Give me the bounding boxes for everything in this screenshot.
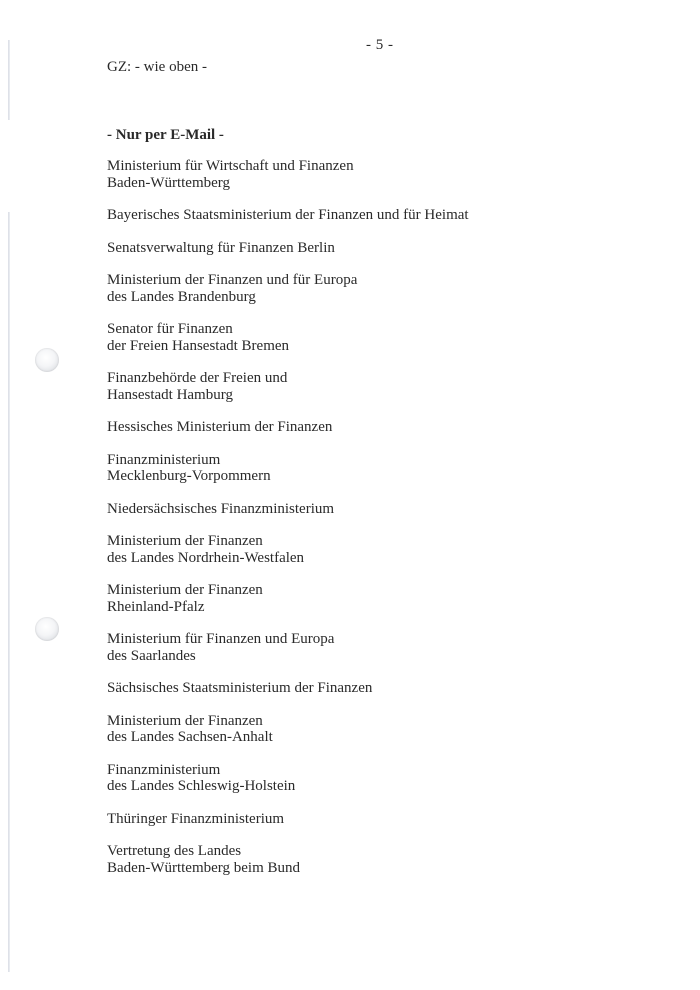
recipient-item: Finanzbehörde der Freien und Hansestadt Hamburg: [107, 370, 288, 403]
recipient-item: Hessisches Ministerium der Finanzen: [107, 419, 333, 435]
recipient-item: Thüringer Finanzministerium: [107, 810, 285, 827]
recipient-list: [107, 158, 469, 892]
recipient-item: Bayerisches Staatsministerium der Finanzen und für Heimat: [107, 207, 469, 223]
recipient-item: Vertretung des Landes Baden-Württemberg beim Bund: [107, 843, 301, 876]
recipient-item: Senatsverwaltung für Finanzen Berlin: [107, 239, 335, 256]
punch-hole: [35, 348, 59, 372]
recipient-item: Finanzministerium des Landes Schleswig-Holstein: [107, 761, 296, 794]
recipient-item: Ministerium der Finanzen des Landes Nordrhein-Westfalen: [107, 533, 305, 566]
punch-hole: [35, 617, 59, 641]
recipient-item: Ministerium der Finanzen Rheinland-Pfalz: [107, 582, 263, 615]
recipient-item: Senator für Finanzen der Freien Hansestadt Bremen: [107, 321, 290, 354]
reference-line: GZ: - wie oben -: [107, 59, 207, 75]
paper-edge-shadow: [8, 212, 10, 972]
recipient-item: Ministerium der Finanzen des Landes Sachsen-Anhalt: [107, 712, 273, 745]
recipient-item: Ministerium für Wirtschaft und Finanzen Baden-Württemberg: [107, 158, 354, 191]
recipient-item: Niedersächsisches Finanzministerium: [107, 500, 335, 517]
delivery-note: - Nur per E-Mail -: [107, 127, 224, 143]
recipient-item: Ministerium der Finanzen und für Europa des Landes Brandenburg: [107, 272, 358, 305]
recipient-item: Ministerium für Finanzen und Europa des Saarlandes: [107, 631, 335, 664]
recipient-item: Sächsisches Staatsministerium der Finanzen: [107, 680, 373, 696]
page-number: - 5 -: [366, 37, 394, 53]
recipient-item: Finanzministerium Mecklenburg-Vorpommern: [107, 451, 271, 484]
paper-edge-shadow: [8, 40, 10, 120]
